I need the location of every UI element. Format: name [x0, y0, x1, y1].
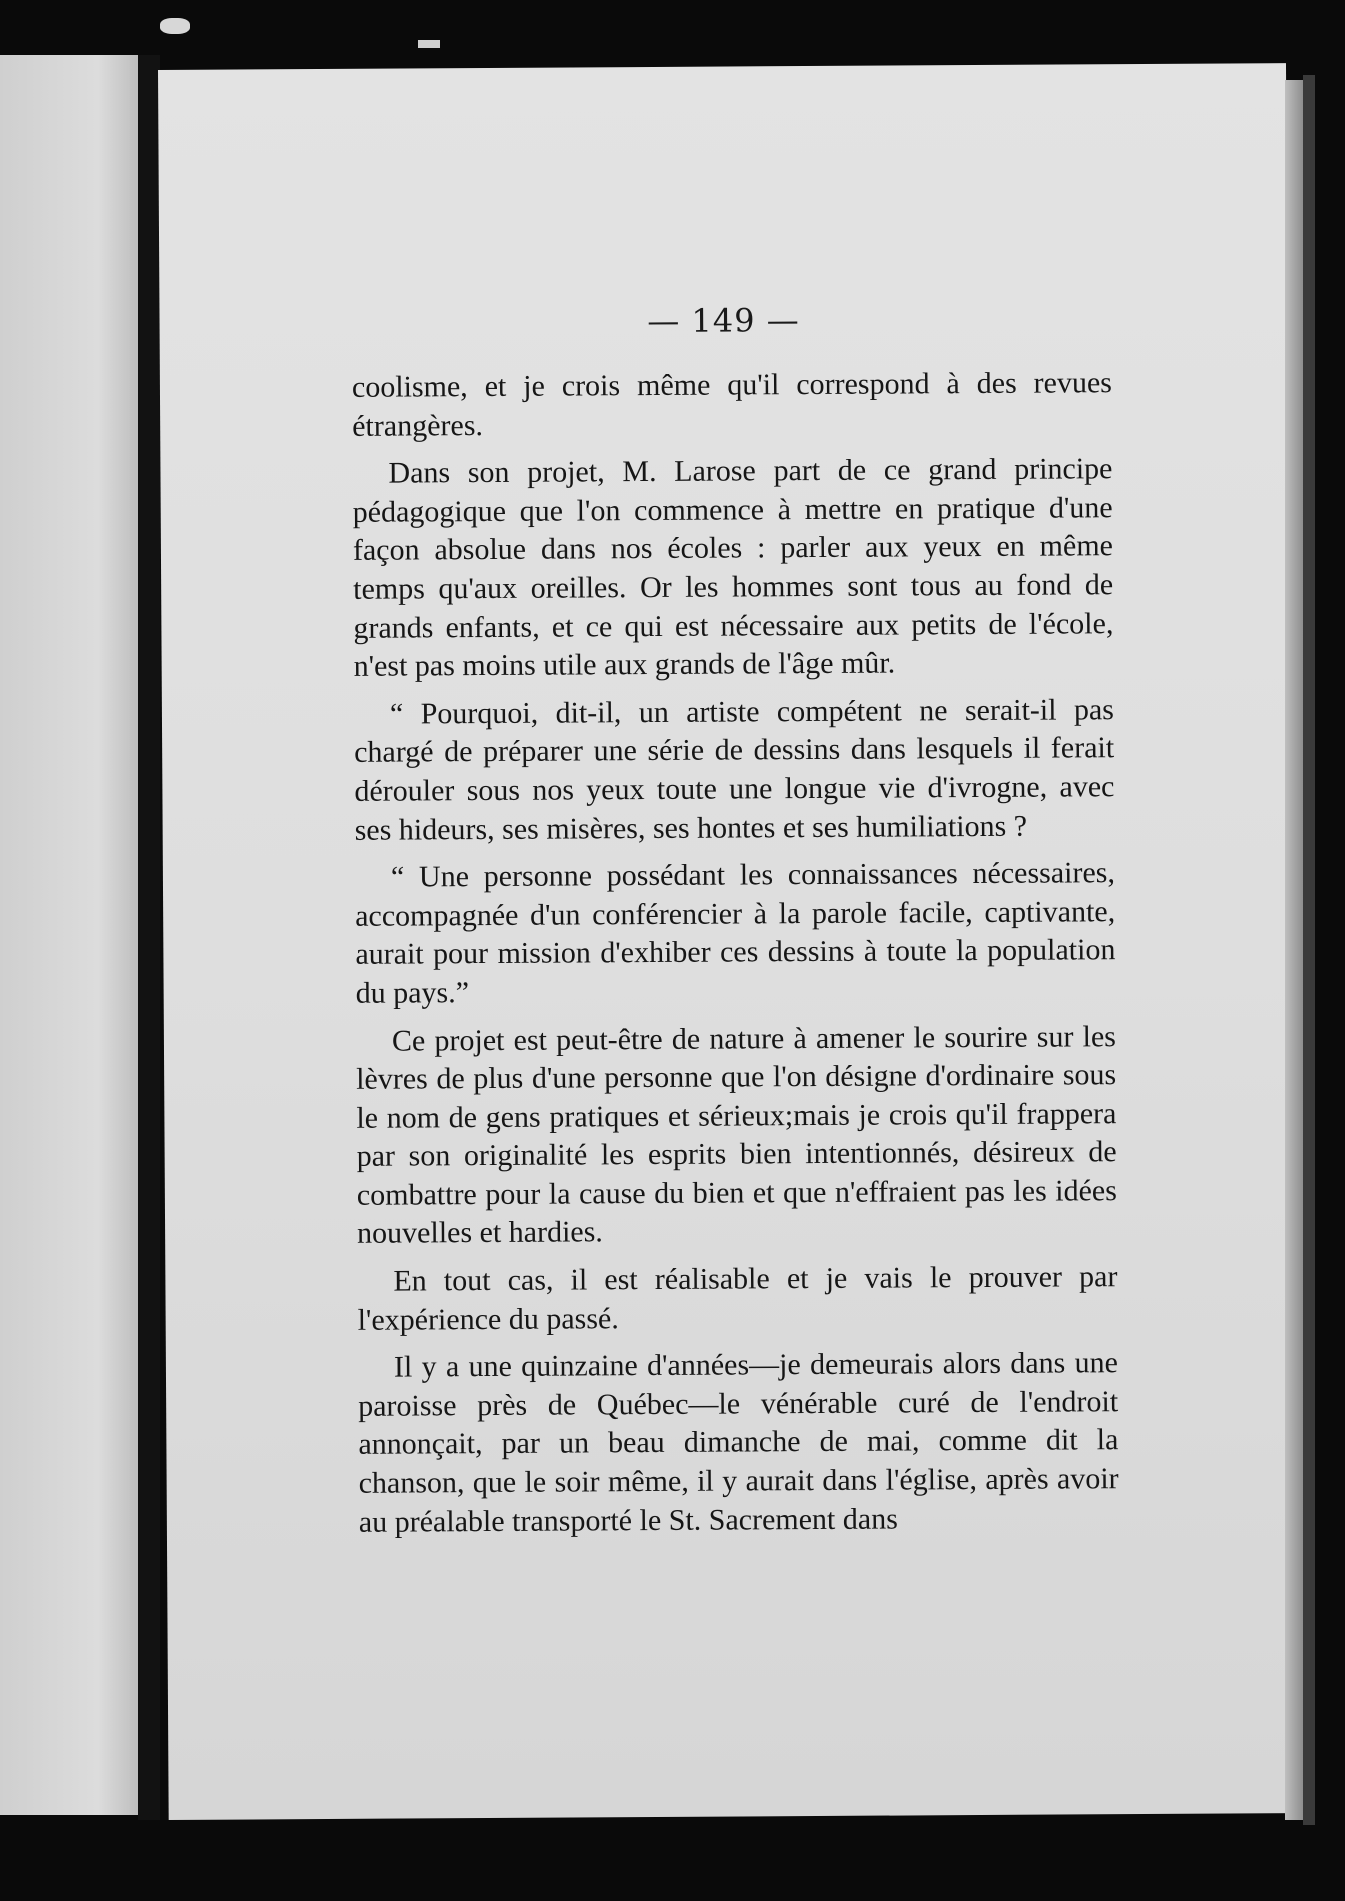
scan-artifact — [160, 18, 190, 34]
page-edge — [1285, 80, 1303, 1820]
book-gutter — [138, 55, 160, 1820]
paragraph: Il y a une quinzaine d'années—je demeurais alors dans une paroisse près de Québec—le vénérable curé de l'endroit annonçait, par un beau dimanche de mai, comme dit la chanson, que le soir même, il y aurait dans l'église, après avoir au préalable transporté le St. Sacrement dans — [358, 1346, 1119, 1539]
paragraph: En tout cas, il est réalisable et je vais le prouver par l'expérience du passé. — [357, 1260, 1118, 1337]
scan-artifact — [418, 40, 440, 48]
paragraph: Dans son projet, M. Larose part de ce grand principe pédagogique que l'on commence à mettre en pratique d'une façon absolue dans nos écoles : parler aux yeux en même temps qu'aux oreilles. Or les hommes sont tous au fond de grands enfants, et ce qui est nécessaire aux petits de l'école, n'est pas moins utile aux grands de l'âge mûr. — [352, 452, 1114, 683]
page-number: — 149 — — [647, 301, 800, 341]
paragraph: coolisme, et je crois même qu'il correspond à des revues étrangères. — [351, 366, 1113, 443]
page-edge-shadow — [1303, 75, 1315, 1825]
paragraph: “ Une personne possédant les connaissances nécessaires, accompagnée d'un conférencier à la parole facile, captivante, aurait pour mission d'exhiber ces dessins à toute la population du pays.” — [355, 856, 1116, 1010]
paragraph: “ Pourquoi, dit-il, un artiste compétent ne serait-il pas chargé de préparer une série de dessins dans lesquels il ferait dérouler sous nos yeux toute une longue vie d'ivrogne, avec ses hideurs, ses misères, ses hontes et ses humiliations ? — [354, 692, 1115, 847]
page-body-text — [352, 364, 1119, 1542]
left-facing-page — [0, 55, 140, 1815]
book-page — [158, 63, 1297, 1820]
paragraph: Ce projet est peut-être de nature à amener le sourire sur les lèvres de plus d'une personne que l'on désigne d'ordinaire sous le nom de gens pratiques et sérieux;mais je crois qu'il frappera par son originalité les esprits bien intentionnés, désireux de combattre pour la cause du bien et que n'effraient pas les idées nouvelles et hardies. — [356, 1019, 1117, 1251]
